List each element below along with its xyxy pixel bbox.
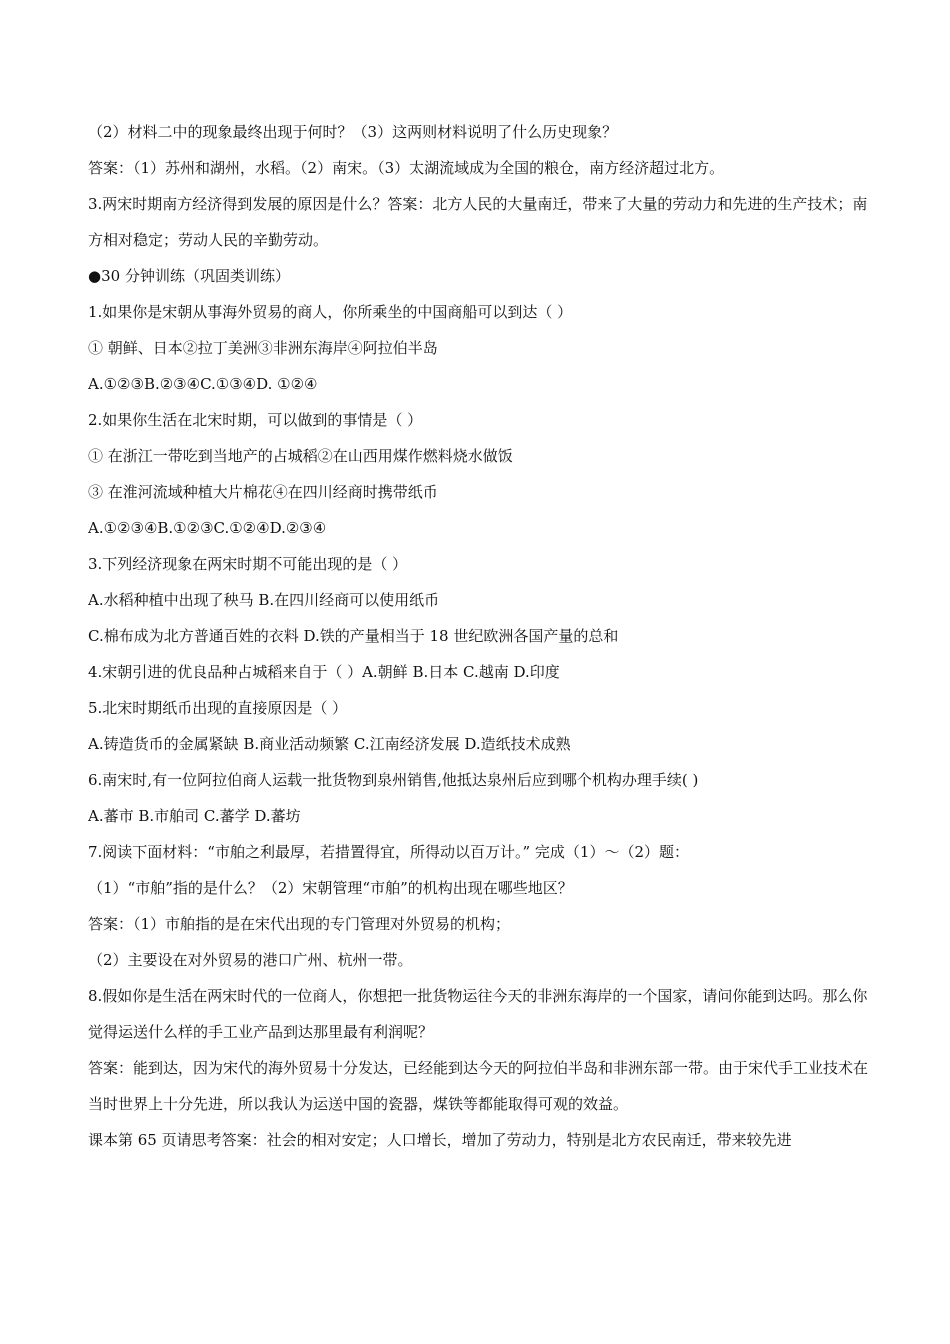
- question-3-options-a: A.水稻种植中出现了秧马 B.在四川经商可以使用纸币: [88, 591, 440, 609]
- question-5-options: A.铸造货币的金属紧缺 B.商业活动频繁 C.江南经济发展 D.造纸技术成熟: [88, 735, 571, 753]
- question-7-answer-1: 答案：（1）市舶指的是在宋代出现的专门管理对外贸易的机构；: [88, 915, 511, 933]
- text-line: （2）材料二中的现象最终出现于何时？（3）这两则材料说明了什么历史现象？: [88, 123, 618, 141]
- answer-line: 答案：（1）苏州和湖州，水稻。（2）南宋。（3）太湖流域成为全国的粮仓，南方经济超过北方。: [88, 159, 725, 177]
- question-3-options-b: C.棉布成为北方普通百姓的衣料 D.铁的产量相当于 18 世纪欧洲各国产量的总和: [88, 627, 619, 645]
- question-7-answer-2: （2）主要设在对外贸易的港口广州、杭州一带。: [88, 951, 413, 969]
- question-8-answer: 答案：能到达，因为宋代的海外贸易十分发达，已经能到达今天的阿拉伯半岛和非洲东部一带。由于宋代手工业技术在当时世界上十分先进，所以我认为运送中国的瓷器，煤铁等都能取得可观的效益。: [88, 1059, 868, 1113]
- question-3: 3.下列经济现象在两宋时期不可能出现的是（ ）: [88, 555, 408, 573]
- question-7: 7.阅读下面材料：“市舶之利最厚，若措置得宜，所得动以百万计。” 完成（1）～（2）题：: [88, 843, 690, 861]
- question-4: 4.宋朝引进的优良品种占城稻来自于（ ）A.朝鲜 B.日本 C.越南 D.印度: [88, 663, 560, 681]
- question-2: 2.如果你生活在北宋时期，可以做到的事情是（ ）: [88, 411, 423, 429]
- question-6-options: A.蕃市 B.市舶司 C.蕃学 D.蕃坊: [88, 807, 301, 825]
- question-5: 5.北宋时期纸币出现的直接原因是（ ）: [88, 699, 348, 717]
- question-7-subquestions: （1）“市舶”指的是什么？（2）宋朝管理“市舶”的机构出现在哪些地区？: [88, 879, 573, 897]
- document-body: [88, 122, 868, 1166]
- question-1-statements: ① 朝鲜、日本②拉丁美洲③非洲东海岸④阿拉伯半岛: [88, 339, 438, 357]
- question-8: 8.假如你是生活在两宋时代的一位商人，你想把一批货物运往今天的非洲东海岸的一个国家，请问你能到达吗。那么你觉得运送什么样的手工业产品到达那里最有利润呢？: [88, 987, 868, 1041]
- section-heading: ●30 分钟训练（巩固类训练）: [88, 267, 290, 285]
- question-2-statements-a: ① 在浙江一带吃到当地产的占城稻②在山西用煤作燃料烧水做饭: [88, 447, 513, 465]
- question-2-options: A.①②③④B.①②③C.①②④D.②③④: [88, 519, 327, 537]
- question-1-options: A.①②③B.②③④C.①③④D. ①②④: [88, 375, 318, 393]
- question-2-statements-b: ③ 在淮河流域种植大片棉花④在四川经商时携带纸币: [88, 483, 438, 501]
- question-1: 1.如果你是宋朝从事海外贸易的商人，你所乘坐的中国商船可以到达（ ）: [88, 303, 573, 321]
- question-answer-paragraph: 3.两宋时期南方经济得到发展的原因是什么？答案：北方人民的大量南迁，带来了大量的劳动力和先进的生产技术；南方相对稳定；劳动人民的辛勤劳动。: [88, 195, 868, 249]
- question-6: 6.南宋时,有一位阿拉伯商人运载一批货物到泉州销售,他抵达泉州后应到哪个机构办理手续( ): [88, 771, 699, 789]
- textbook-answer: 课本第 65 页请思考答案：社会的相对安定；人口增长，增加了劳动力，特别是北方农民南迁，带来较先进: [88, 1131, 792, 1149]
